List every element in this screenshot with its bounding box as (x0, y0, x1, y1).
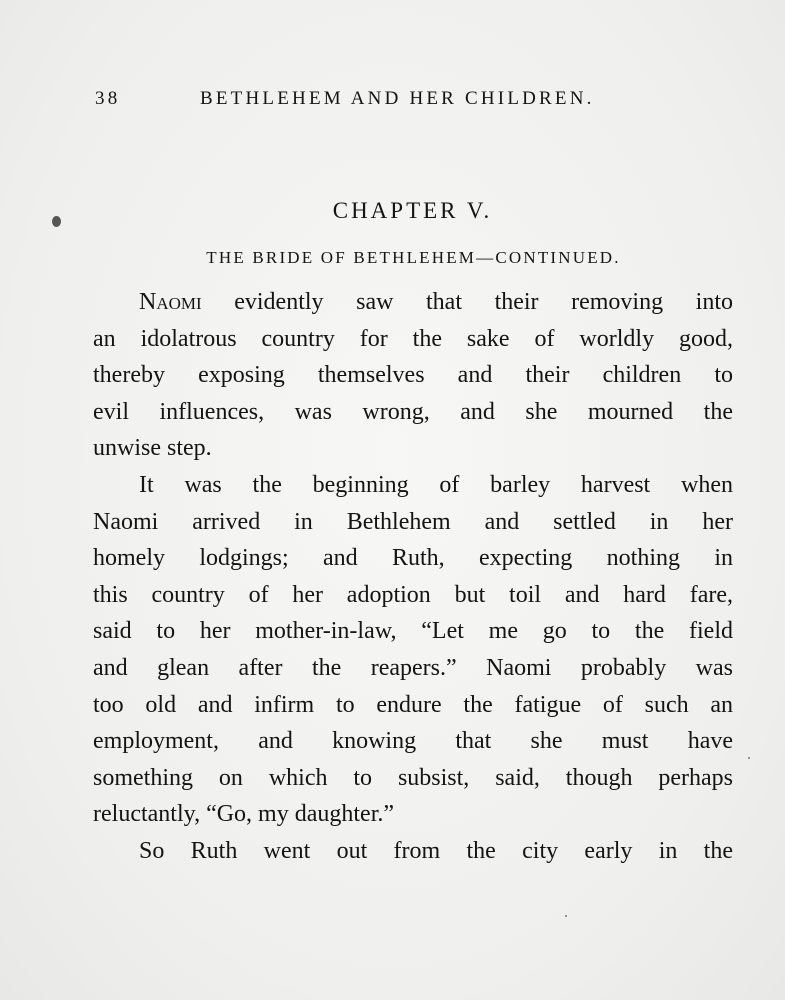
drop-word: Naomi (139, 289, 202, 315)
text-line: employment, and knowing that she must have (93, 728, 733, 755)
text-line: So Ruth went out from the city early in the (139, 837, 733, 864)
text-line: thereby exposing themselves and their children to (93, 362, 733, 389)
running-head (95, 88, 640, 118)
paper-speck (748, 757, 750, 759)
text-line: said to her mother-in-law, “Let me go to the field (93, 618, 733, 645)
running-title: BETHLEHEM AND HER CHILDREN. (200, 88, 595, 109)
text-line: homely lodgings; and Ruth, expecting nothing in (93, 545, 733, 572)
text-line: this country of her adoption but toil and hard fare, (93, 581, 733, 608)
text-line: and glean after the reapers.” Naomi probably was (93, 654, 733, 681)
body-text (93, 284, 733, 870)
text-line: Naomi arrived in Bethlehem and settled in her (93, 508, 733, 535)
text-line: too old and infirm to endure the fatigue of such an (93, 691, 733, 718)
page-number: 38 (95, 88, 121, 109)
chapter-subtitle: THE BRIDE OF BETHLEHEM—CONTINUED. (206, 248, 621, 267)
text-line (93, 284, 733, 321)
paper-speck (565, 915, 567, 917)
text-line: reluctantly, “Go, my daughter.” (93, 801, 395, 828)
text-line: unwise step. (93, 435, 212, 462)
line-text: evidently saw that their removing into (201, 289, 733, 315)
text-line: evil influences, was wrong, and she mourned the (93, 398, 733, 425)
text-line: something on which to subsist, said, though perhaps (93, 764, 733, 791)
text-line: It was the beginning of barley harvest when (139, 471, 733, 498)
text-line: an idolatrous country for the sake of worldly good, (93, 325, 733, 352)
chapter-title: CHAPTER V. (332, 198, 493, 223)
